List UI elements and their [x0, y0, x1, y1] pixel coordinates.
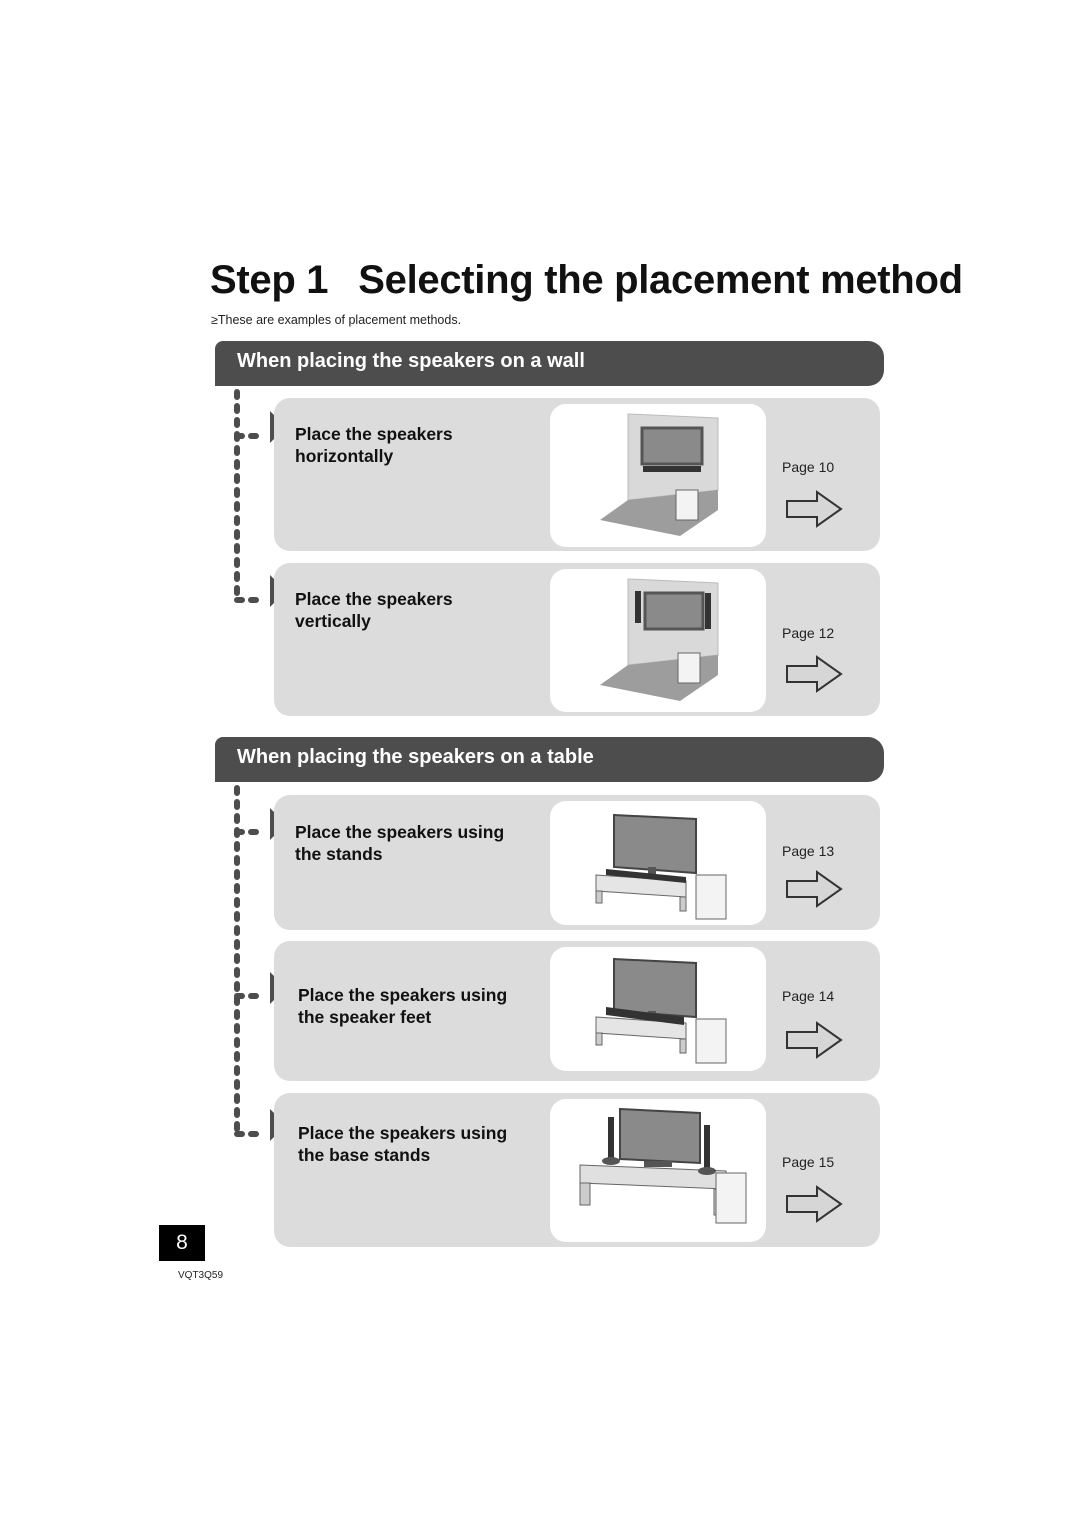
option-text: Place the speakers using the base stands	[298, 1123, 508, 1165]
arrow-right-icon[interactable]	[785, 655, 843, 693]
page-reference[interactable]: Page 13	[782, 843, 835, 859]
table-speaker-feet-illustration	[550, 947, 766, 1071]
page-reference[interactable]: Page 12	[782, 625, 835, 641]
option-card-horizontal[interactable]	[274, 398, 880, 551]
document-code: VQT3Q59	[178, 1270, 224, 1281]
option-text: Place the speakers using the stands	[295, 822, 505, 864]
page-reference[interactable]: Page 10	[782, 459, 835, 475]
section-header-table	[215, 737, 884, 782]
option-card-base-stands[interactable]	[274, 1093, 880, 1247]
wall-horizontal-illustration	[550, 404, 766, 547]
option-text: Place the speakers horizontally	[295, 424, 453, 466]
arrow-right-icon[interactable]	[785, 1021, 843, 1059]
section-label: When placing the speakers on a table	[237, 746, 594, 768]
step-title: Selecting the placement method	[358, 258, 963, 302]
wall-vertical-illustration	[550, 569, 766, 712]
page-reference[interactable]: Page 15	[782, 1154, 835, 1170]
table-stands-illustration	[550, 801, 766, 925]
option-card-vertical[interactable]	[274, 563, 880, 716]
step-number: Step 1	[210, 258, 329, 302]
page-number: 8	[159, 1225, 205, 1261]
option-text: Place the speakers vertically	[295, 589, 453, 631]
option-card-stands[interactable]	[274, 795, 880, 930]
arrow-right-icon[interactable]	[785, 870, 843, 908]
section-header-wall	[215, 341, 884, 386]
page-title	[210, 258, 963, 303]
option-text: Place the speakers using the speaker feet	[298, 985, 508, 1027]
arrow-right-icon[interactable]	[785, 1185, 843, 1223]
section-label: When placing the speakers on a wall	[237, 350, 585, 372]
page-reference[interactable]: Page 14	[782, 988, 835, 1004]
arrow-right-icon[interactable]	[785, 490, 843, 528]
table-base-stands-illustration	[550, 1099, 766, 1242]
intro-note: ≥These are examples of placement methods.	[211, 313, 462, 327]
option-card-speaker-feet[interactable]	[274, 941, 880, 1081]
